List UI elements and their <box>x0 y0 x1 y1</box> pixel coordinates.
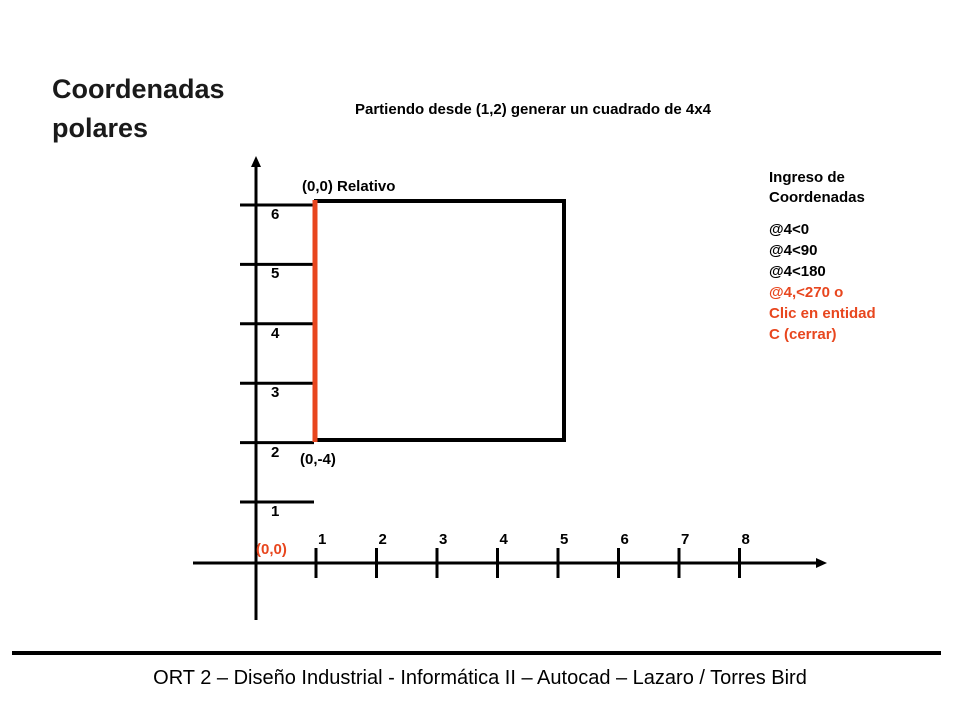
y-axis-arrowhead <box>251 156 261 167</box>
y-tick-label: 5 <box>271 265 280 283</box>
slide-subtitle: Partiendo desde (1,2) generar un cuadrado de 4x4 <box>355 101 711 118</box>
legend-command-highlight: @4,<270 o <box>769 284 844 301</box>
y-tick-label: 1 <box>271 503 280 520</box>
legend-command: @4<180 <box>769 263 826 280</box>
y-tick-label: 2 <box>271 443 280 461</box>
legend-command-highlight: C (cerrar) <box>769 326 837 343</box>
legend-command-highlight: Clic en entidad <box>769 305 876 322</box>
y-tick-label: 4 <box>271 324 280 342</box>
title-line-2: polares <box>52 113 149 143</box>
bottom-left-corner-label: (0,-4) <box>300 451 336 468</box>
y-tick-label: 6 <box>271 206 280 223</box>
x-tick-label: 2 <box>378 531 387 548</box>
absolute-origin-label: (0,0) <box>256 541 287 558</box>
legend-commands <box>769 219 876 345</box>
coordinate-input-legend <box>769 168 876 345</box>
footer-credit: ORT 2 – Diseño Industrial - Informática II – Autocad – Lazaro / Torres Bird <box>153 667 807 689</box>
relative-origin-label: (0,0) Relativo <box>302 178 396 195</box>
legend-heading <box>769 168 876 208</box>
x-tick-label: 4 <box>499 531 508 548</box>
x-tick-label: 5 <box>560 531 569 548</box>
legend-command: @4<0 <box>769 221 810 238</box>
legend-heading-line-1: Ingreso de <box>769 169 845 186</box>
footer-divider <box>12 651 941 655</box>
x-axis-arrowhead <box>816 558 827 568</box>
x-tick-label: 1 <box>318 531 327 548</box>
x-tick-label: 6 <box>620 531 629 548</box>
legend-command: @4<90 <box>769 242 818 259</box>
y-tick-label: 3 <box>271 384 280 402</box>
x-tick-label: 8 <box>741 531 750 548</box>
legend-heading-line-2: Coordenadas <box>769 189 865 206</box>
x-tick-label: 3 <box>439 531 448 548</box>
x-tick-label: 7 <box>681 531 690 548</box>
title-line-1: Coordenadas <box>52 74 225 104</box>
